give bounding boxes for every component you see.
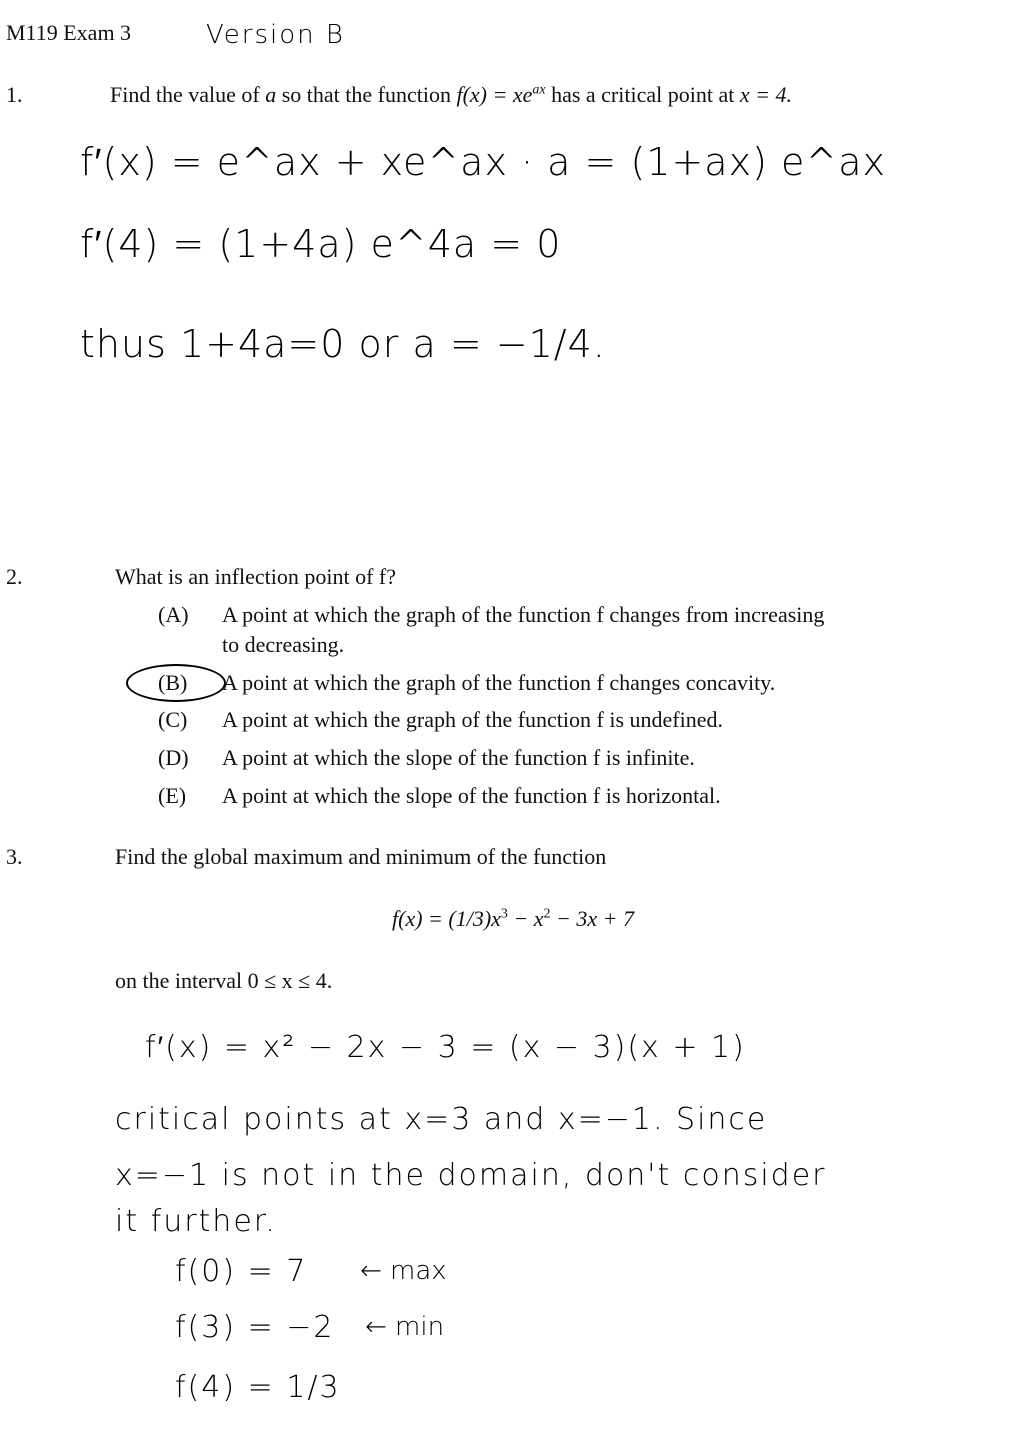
q3-annot-min: ← min — [365, 1312, 445, 1342]
q1-number: 1. — [6, 82, 23, 107]
q3-eval-f3: f(3) = −2 — [175, 1310, 335, 1345]
q2-choice-d: (D) A point at which the slope of the function f is infinite. — [158, 745, 695, 770]
q1-prompt: Find the value of a so that the function $f(x) = xe^{ax}$ has a critical point at x = 4. — [110, 82, 792, 107]
q3-work-line-3: x=−1 is not in the domain, don't consider — [115, 1158, 827, 1193]
q3-eval-f0: f(0) = 7 — [175, 1254, 308, 1289]
course-title: M119 Exam 3 — [6, 20, 132, 45]
q2-number: 2. — [6, 564, 23, 589]
q3-work-derivative: f′(x) = x² − 2x − 3 = (x − 3)(x + 1) — [145, 1030, 746, 1065]
q2-choice-c: (C) A point at which the graph of the function f is undefined. — [158, 707, 723, 732]
q3-annot-max: ← max — [360, 1256, 447, 1286]
q1-work-line-3: thus 1+4a=0 or a = −1/4. — [80, 322, 606, 366]
version-label: Version B — [206, 20, 345, 50]
q2-choice-a: (A) A point at which the graph of the function f changes from increasing — [158, 602, 825, 627]
q3-work-line-2: critical points at x=3 and x=−1. Since — [115, 1102, 768, 1137]
q2-prompt: What is an inflection point of f? — [115, 564, 397, 589]
q3-number: 3. — [6, 844, 23, 869]
q3-function: $f(x) = (1/3)x^3 - x^2 - 3x + 7$ — [392, 906, 634, 931]
q3-interval: on the interval 0 ≤ x ≤ 4. — [115, 968, 333, 993]
q2-choice-b: (B) A point at which the graph of the function f changes concavity. — [158, 670, 776, 695]
q1-work-line-1: f′(x) = e^ax + xe^ax · a = (1+ax) e^ax — [80, 140, 886, 184]
q2-choice-a-cont: to decreasing. — [222, 632, 345, 657]
q3-work-line-4: it further. — [115, 1204, 277, 1239]
q2-choice-e: (E) A point at which the slope of the function f is horizontal. — [158, 783, 721, 808]
q1-work-line-2: f′(4) = (1+4a) e^4a = 0 — [80, 222, 562, 266]
q3-eval-f4: f(4) = 1/3 — [175, 1370, 341, 1405]
q3-prompt: Find the global maximum and minimum of the function — [115, 844, 607, 869]
